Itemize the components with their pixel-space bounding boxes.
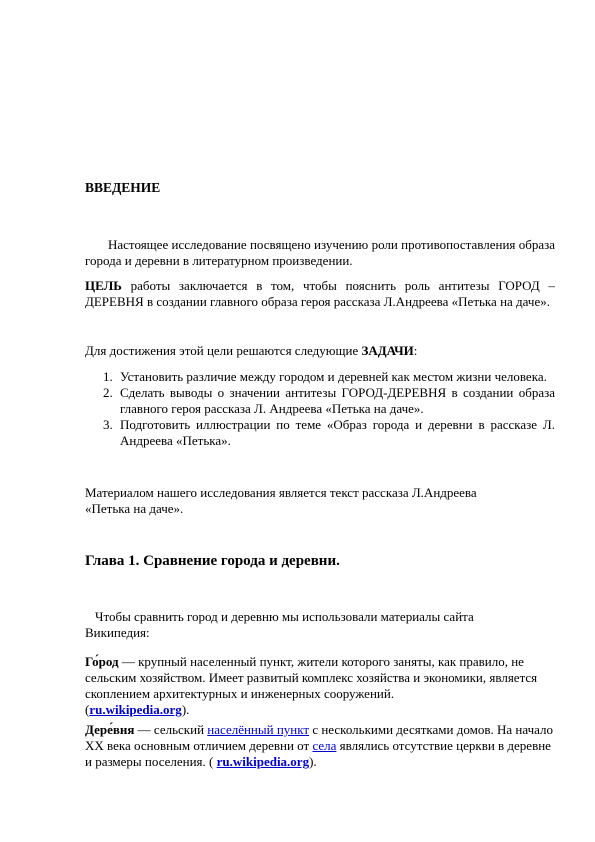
derevnya-term: Дере́вня (85, 722, 135, 737)
goal-label: ЦЕЛЬ (85, 278, 122, 293)
intro-heading: ВВЕДЕНИЕ (85, 180, 161, 195)
material-paragraph: Материалом нашего исследования является текст рассказа Л.Андреева «Петька на даче». (85, 485, 477, 516)
goal-text: работы заключается в том, чтобы пояснить роль антитезы ГОРОД – ДЕРЕВНЯ в создании главного образа героя рассказа Л.Андреева «Петька на даче». (85, 278, 555, 309)
tasks-label: ЗАДАЧИ (361, 343, 414, 358)
chapter1-heading-block (85, 553, 555, 569)
gorod-term: Го́род (85, 654, 119, 669)
task-item: 3. Подготовить иллюстрации по теме «Образ города и деревни в рассказе Л. Андреева «Петька». (103, 417, 555, 448)
tasks-list (85, 369, 555, 449)
gorod-definition: Го́род — крупный населенный пункт, жители которого заняты, как правило, не сельским хозяйством. Имеет развитый комплекс хозяйства и экономики, является скоплением архитектурных и инженерных сооружений. (ru.wikipedia.org). (85, 654, 538, 717)
task-item: 1. Установить различие между городом и деревней как местом жизни человека. (103, 369, 547, 384)
source-link-2[interactable]: ru.wikipedia.org (216, 754, 310, 769)
link-populated-place[interactable]: населённый пункт (207, 722, 310, 737)
intro-heading-block (85, 180, 555, 196)
chapter1-heading: Глава 1. Сравнение города и деревни. (85, 553, 340, 569)
goal-paragraph (85, 278, 555, 310)
task-item: 2. Сделать выводы о значении антитезы ГОРОД-ДЕРЕВНЯ в создании образа главного героя рассказа Л. Андреева «Петька на даче». (103, 385, 555, 416)
intro-paragraph: Настоящее исследование посвящено изучению роли противопоставления образа города и деревни в литературном произведении. (85, 237, 555, 268)
link-selo[interactable]: села (312, 738, 337, 753)
source-link[interactable]: ru.wikipedia.org (89, 702, 182, 717)
tasks-lead: Для достижения этой цели решаются следующие ЗАДАЧИ: (85, 343, 418, 358)
derevnya-definition: Дере́вня — сельский населённый пункт с несколькими десятками домов. На начало XX века основным отличием деревни от села являлись отсутствие церкви в деревне и размеры поселения. ( ru.wikipedia.org). (85, 722, 553, 769)
chapter1-lead: Чтобы сравнить город и деревню мы использовали материалы сайта Википедия: (85, 609, 474, 640)
